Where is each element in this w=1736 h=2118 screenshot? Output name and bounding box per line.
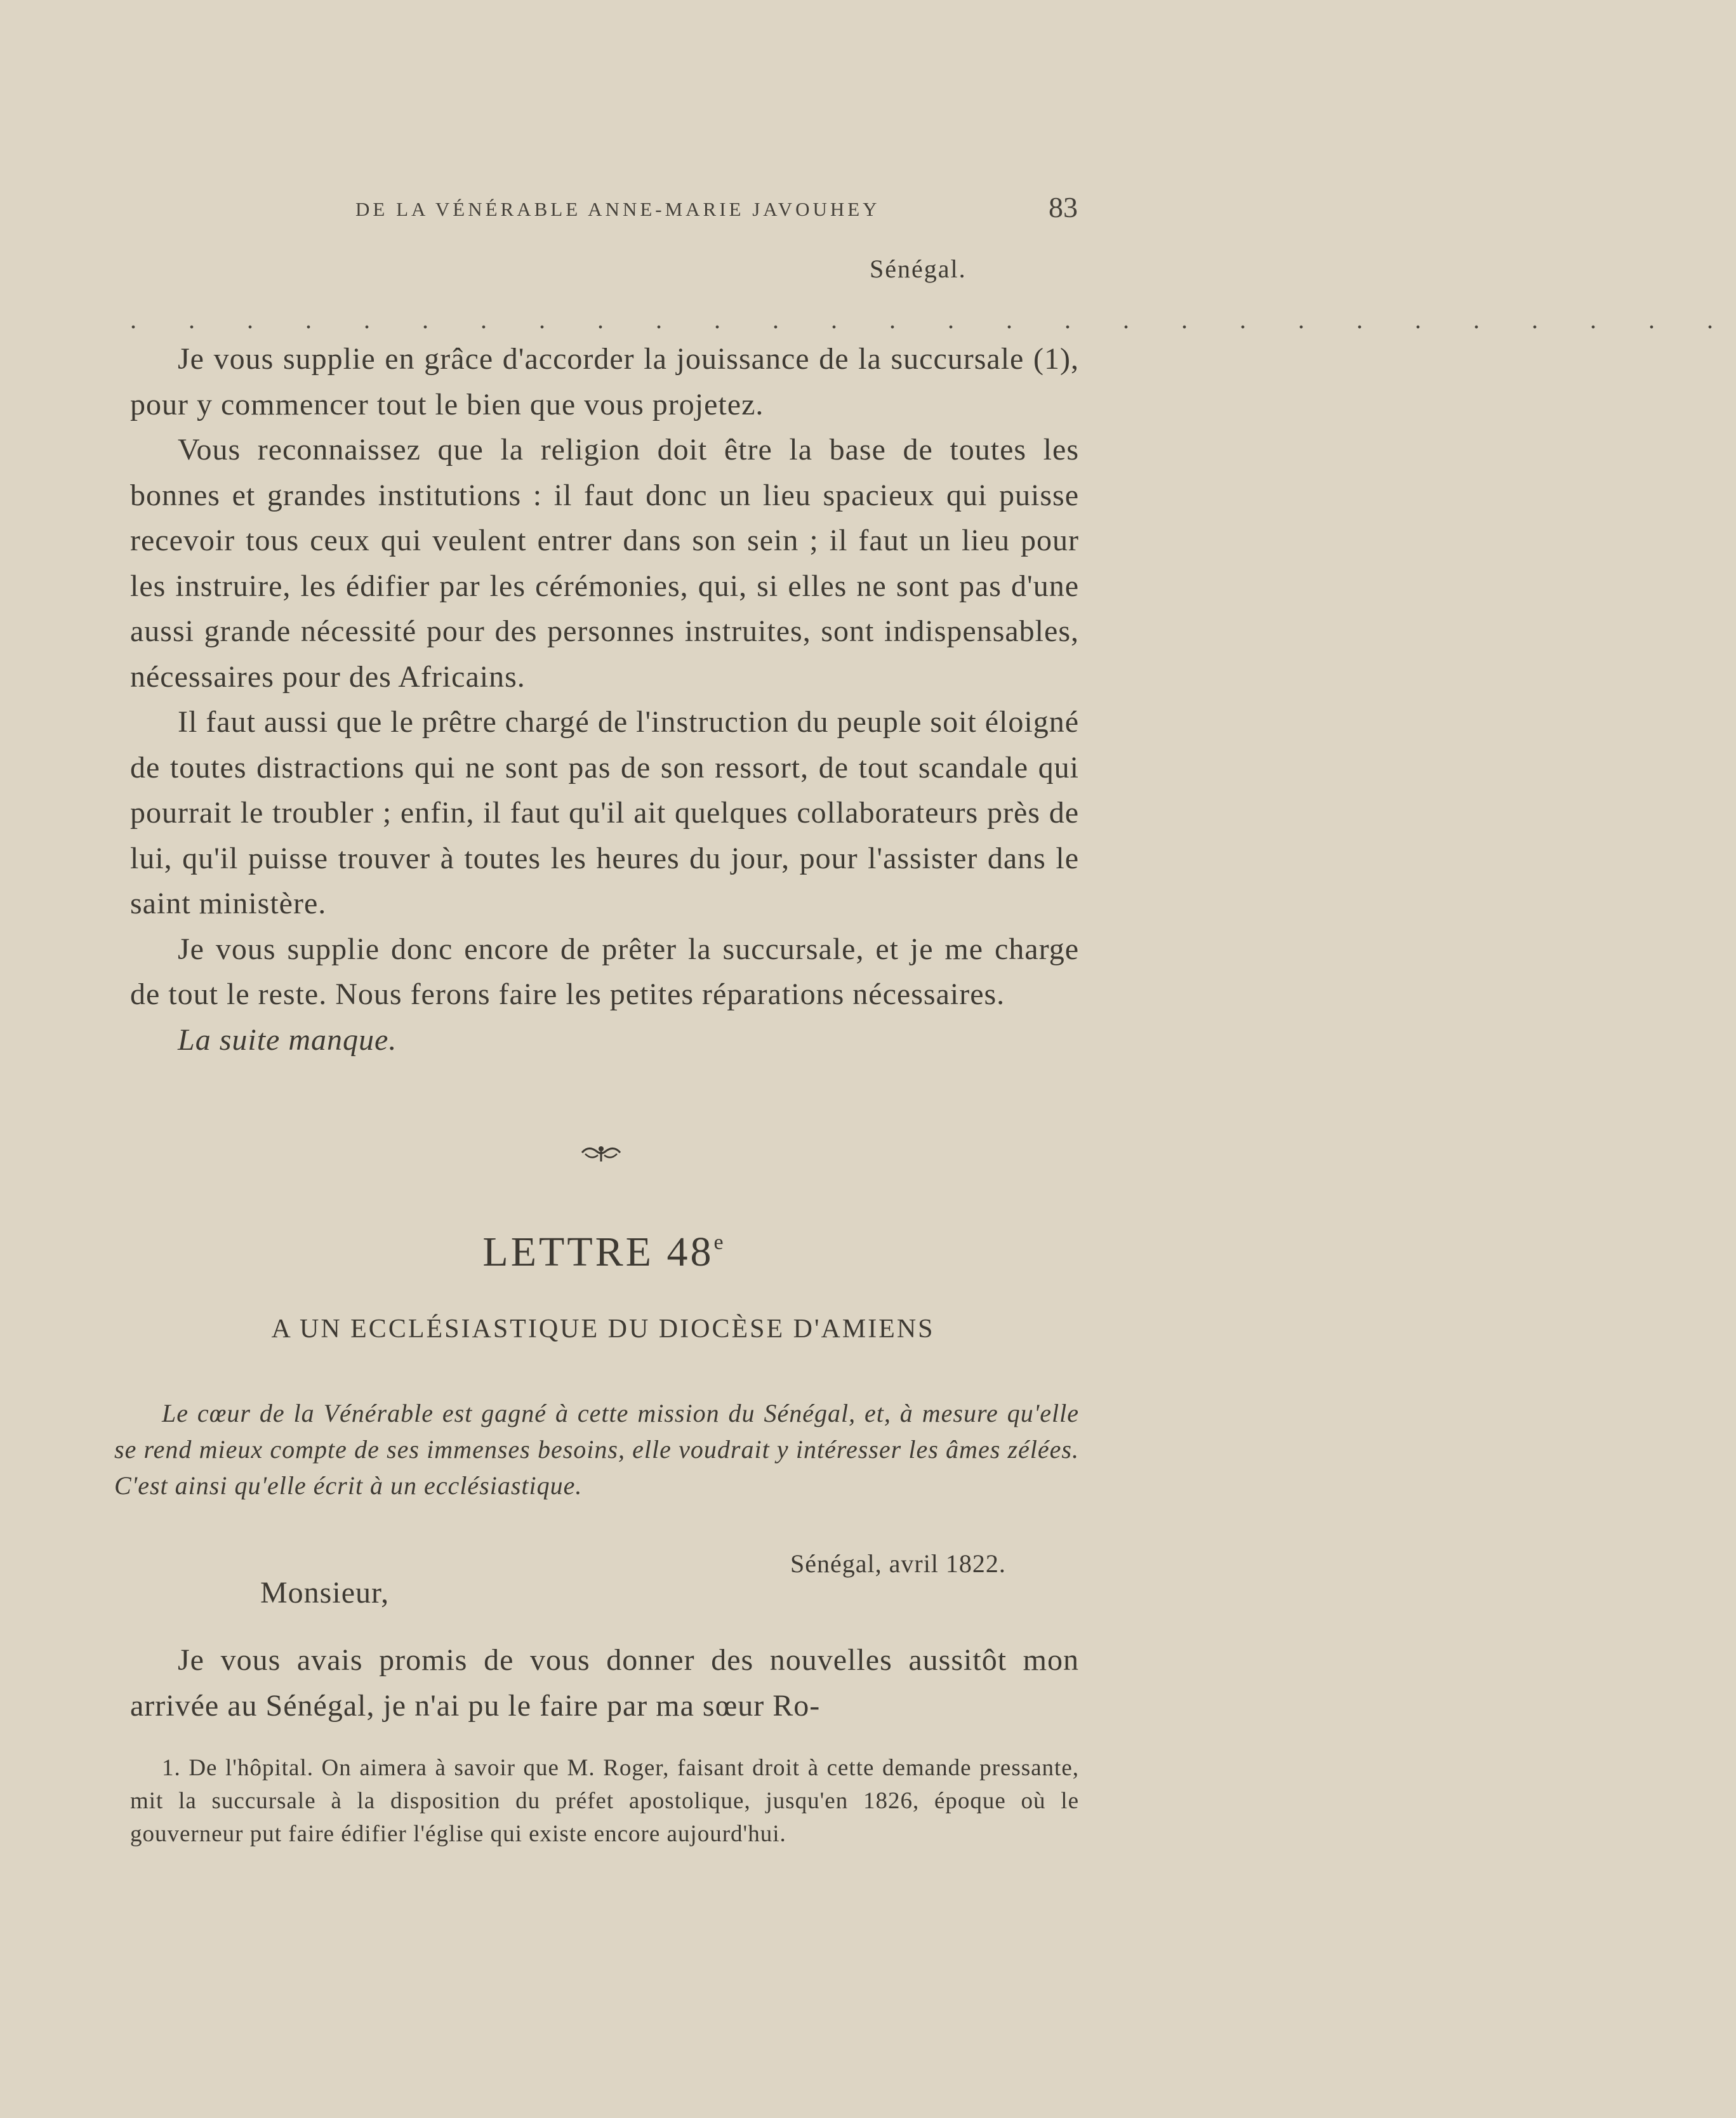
footnote-text: 1. De l'hôpital. On aimera à savoir que M. Roger, faisant droit à cette demande pressante, mit la succursale à la disposition du préfet apostolique, jusqu'en 1826, époque où le gouverneur put faire édifier l'église qui existe encore aujourd'hui. — [130, 1755, 1079, 1847]
letter-title-superscript: e — [713, 1231, 724, 1254]
letter-title-text: LETTRE 48 — [482, 1229, 714, 1275]
ellipsis-line: . . . . . . . . . . . . . . . . . . . . . . . . . . . . — [130, 305, 1736, 334]
letter-introduction — [114, 1395, 1079, 1504]
letter-salutation: Monsieur, — [260, 1576, 390, 1610]
footnote — [130, 1752, 1079, 1851]
paragraph: Je vous supplie en grâce d'accorder la jouissance de la succursale (1), pour y commencer tout le bien que vous projetez. — [130, 342, 1079, 421]
letter-48-body — [130, 1638, 1079, 1729]
paragraph: Il faut aussi que le prêtre chargé de l'instruction du peuple soit éloigné de toutes distractions qui ne sont pas de son ressort, de tout scandale qui pourrait le troubler ; enfin, il faut qu'il ait quelques collaborateurs près de lui, qu'il puisse trouver à toutes les heures du jour, pour l'assister dans le saint ministère. — [130, 705, 1080, 920]
paragraph: Je vous supplie donc encore de prêter la succursale, et je me charge de tout le reste. Nous ferons faire les petites réparations nécessaires. — [130, 932, 1079, 1011]
closing-note: La suite manque. — [178, 1023, 397, 1057]
letter-dateline: Sénégal, avril 1822. — [790, 1549, 1006, 1578]
letter-place: Sénégal. — [870, 255, 967, 283]
intro-paragraph: Le cœur de la Vénérable est gagné à cette mission du Sénégal, et, à mesure qu'elle se rend mieux compte de ses immenses besoins, elle voudrait y intéresser les âmes zélées. C'est ainsi qu'elle écrit à un ecclésiastique. — [114, 1399, 1079, 1500]
letter-title — [0, 1228, 1206, 1276]
letter-recipient: A UN ECCLÉSIASTIQUE DU DIOCÈSE D'AMIENS — [271, 1314, 935, 1344]
page-number: 83 — [1049, 191, 1078, 223]
fleuron-ornament-icon — [579, 1140, 623, 1165]
letter-47-body — [130, 336, 1079, 1062]
running-header: DE LA VÉNÉRABLE ANNE-MARIE JAVOUHEY — [355, 198, 880, 220]
paragraph: Vous reconnaissez que la religion doit être la base de toutes les bonnes et grandes institutions : il faut donc un lieu spacieux qui puisse recevoir tous ceux qui veulent entrer dans son sein ; il faut un lieu pour les instruire, les édifier par les cérémonies, qui, si elles ne sont pas d'une aussi grande nécessité pour des personnes instruites, sont indispensables, nécessaires pour des Africains. — [130, 433, 1079, 694]
paragraph: Je vous avais promis de vous donner des nouvelles aussitôt mon arrivée au Sénégal, je n'ai pu le faire par ma sœur Ro- — [130, 1643, 1079, 1723]
